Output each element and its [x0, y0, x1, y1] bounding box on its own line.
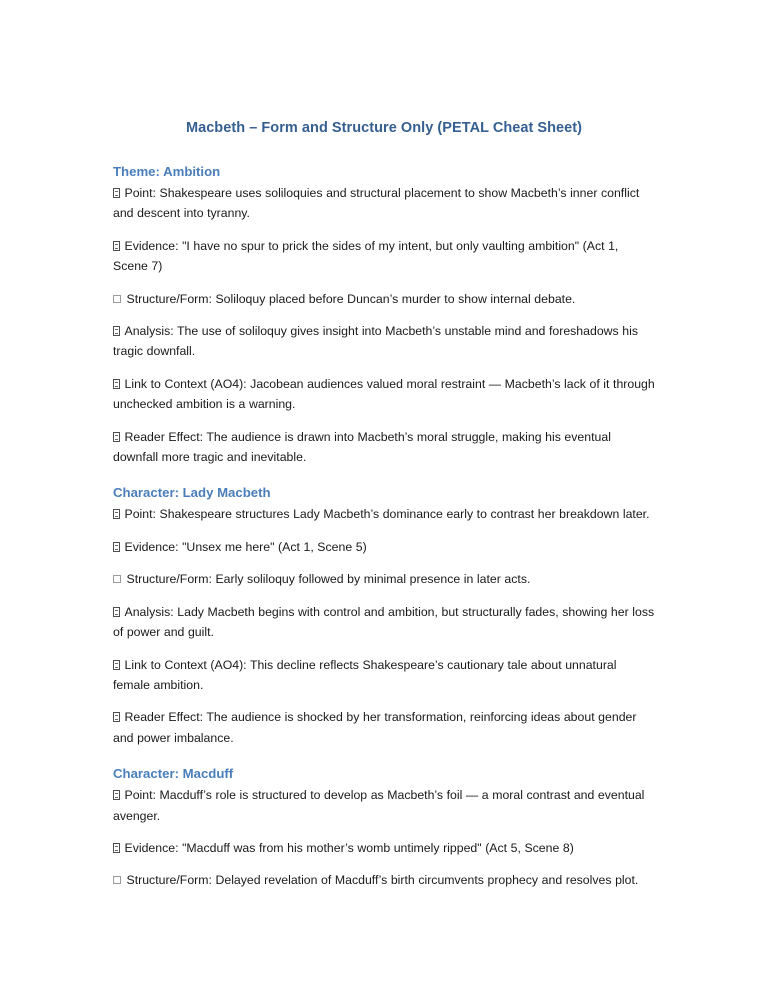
paragraph-text: Link to Context (AO4): This decline reflects Shakespeare’s cautionary tale about unnatural female ambition. [113, 657, 617, 692]
petal-link-to-context-paragraph [113, 655, 655, 696]
missing-glyph-box-icon [113, 712, 120, 722]
missing-glyph-box-icon [113, 432, 120, 442]
petal-evidence-paragraph [113, 537, 655, 557]
section-heading: Character: Lady Macbeth [113, 485, 271, 501]
missing-glyph-box-icon [113, 660, 120, 670]
section-heading: Theme: Ambition [113, 164, 221, 179]
missing-glyph-box-icon [113, 509, 120, 519]
page-title: Macbeth – Form and Structure Only (PETAL Cheat Sheet) [185, 120, 583, 136]
missing-glyph-box-icon [113, 188, 120, 198]
petal-reader-effect-paragraph [113, 707, 655, 748]
empty-square-box-icon [113, 575, 121, 583]
paragraph-text: Reader Effect: The audience is shocked by her transformation, reinforcing ideas about gender and power imbalance. [113, 710, 637, 745]
paragraph-text: Evidence: "I have no spur to prick the sides of my intent, but only vaulting ambition" (Act 1, Scene 7) [113, 238, 619, 274]
petal-reader-effect-paragraph [113, 427, 655, 468]
paragraph-text: Point: Shakespeare uses soliloquies and structural placement to show Macbeth’s inner conflict and descent into tyranny. [113, 186, 640, 221]
section-character-macduff [113, 764, 655, 891]
missing-glyph-box-icon [113, 542, 120, 552]
section-heading: Character: Macduff [113, 766, 234, 782]
paragraph-text: Point: Shakespeare structures Lady Macbeth’s dominance early to contrast her breakdown later. [124, 507, 650, 522]
paragraph-text: Analysis: Lady Macbeth begins with control and ambition, but structurally fades, showing her loss of power and guilt. [113, 604, 655, 640]
petal-point-paragraph [113, 183, 655, 224]
empty-square-box-icon [113, 876, 121, 884]
petal-link-to-context-paragraph [113, 374, 655, 415]
petal-point-paragraph [113, 504, 655, 524]
missing-glyph-box-icon [113, 379, 120, 389]
petal-evidence-paragraph [113, 838, 655, 858]
petal-structure-form-paragraph [113, 569, 655, 589]
missing-glyph-box-icon [113, 607, 120, 617]
paragraph-text: Analysis: The use of soliloquy gives insight into Macbeth’s unstable mind and foreshadows his tragic downfall. [113, 324, 638, 359]
paragraph-text: Reader Effect: The audience is drawn into Macbeth’s moral struggle, making his eventual downfall more tragic and inevitable. [113, 429, 611, 465]
paragraph-text: Link to Context (AO4): Jacobean audiences valued moral restraint — Macbeth’s lack of it through unchecked ambition is a warning. [113, 376, 655, 412]
missing-glyph-box-icon [113, 790, 120, 800]
petal-structure-form-paragraph [113, 289, 655, 309]
paragraph-text: Evidence: "Macduff was from his mother’s womb untimely ripped" (Act 5, Scene 8) [124, 840, 574, 855]
missing-glyph-box-icon [113, 241, 120, 251]
paragraph-text: Structure/Form: Soliloquy placed before Duncan’s murder to show internal debate. [126, 291, 576, 306]
petal-point-paragraph [113, 785, 655, 826]
empty-square-box-icon [113, 295, 121, 303]
paragraph-text: Point: Macduff’s role is structured to develop as Macbeth’s foil — a moral contrast and eventual avenger. [113, 788, 645, 823]
section-theme-ambition [113, 162, 655, 467]
missing-glyph-box-icon [113, 843, 120, 853]
section-character-lady-macbeth [113, 483, 655, 748]
petal-analysis-paragraph [113, 602, 655, 643]
paragraph-text: Structure/Form: Early soliloquy followed by minimal presence in later acts. [126, 572, 531, 587]
document-body [113, 118, 655, 891]
missing-glyph-box-icon [113, 326, 120, 336]
paragraph-text: Evidence: "Unsex me here" (Act 1, Scene 5) [124, 539, 367, 554]
paragraph-text: Structure/Form: Delayed revelation of Macduff’s birth circumvents prophecy and resolves plot. [126, 873, 639, 888]
petal-structure-form-paragraph [113, 870, 655, 890]
petal-analysis-paragraph [113, 321, 655, 362]
petal-evidence-paragraph [113, 236, 655, 277]
